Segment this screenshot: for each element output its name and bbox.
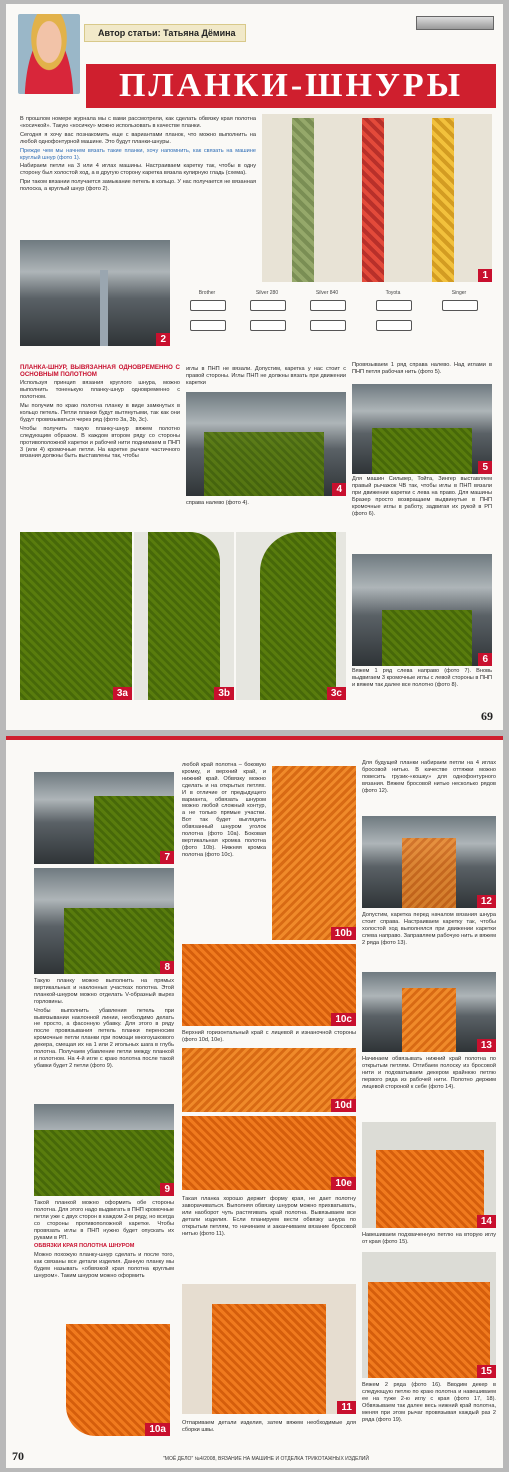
p70-col2b: Верхний горизонтальный край с лицевой и изнаночной стороны (фото 10d, 10e). — [182, 1030, 356, 1043]
diagram-toyota: Toyota — [368, 290, 418, 338]
intro-p5: При таком вязании получается замыкание петель в кольцо. У нас получается не вязанная полоска, а круглый шнур (фото 2). — [20, 179, 256, 193]
photo-label: 13 — [477, 1039, 496, 1052]
photo-7 — [34, 772, 174, 864]
author-photo — [18, 14, 80, 94]
p70-col3e: Вяжем 2 ряда (фото 16). Вводим декер в следующую петлю по краю полотна и навешиваем ее на туже 2-ю иглу с края (фото 17, 18). Обвязываем так далее весь нижний край полотна, меняя при этом рычаг провязывая каждый раз 2 ряда (фото 19). — [362, 1382, 496, 1423]
p70-col3c: Начинаем обвязывать нижний край полотна по открытым петлям. Отгибаем полоску из бросовой нити и подхватываем декером крайнюю петлю первого ряда из рабочей нити. Полотно держим лицевой стороной к себе (фото 14). — [362, 1056, 496, 1090]
p70-col1b-p1: Такой планкой можно оформить обе стороны полотна. Для этого надо выдвигать в ПНП кромочные петли уже с двух сторон в каждом 2-м ряду, но всегда со стороны противоположной каретке. Чтобы провязать иглы в ПНП нужно будет опускать их руками в РП. — [34, 1200, 175, 1241]
photo-8 — [34, 868, 174, 974]
photo-label: 10a — [145, 1423, 170, 1436]
photo-1-cords — [262, 114, 492, 282]
magazine-page-70 — [6, 736, 503, 1468]
col3-mid: Для машин Сильвер, Тойта, Зингер выставляем правый рычажок ЧВ так, чтобы иглы в ПНП вязали при движении каретки с лева на право. Для машины Бразер просто возвращаем выдвинутые в ПНП кромочные иглы в работу, задвигая их рукой в РП (фото 6). — [352, 476, 492, 517]
photo-11 — [182, 1284, 356, 1414]
section2-title: ОБВЯЗКИ КРАЯ ПОЛОТНА ШНУРОМ — [34, 1243, 135, 1250]
diagram-singer: Singer — [434, 290, 484, 338]
p70-col1c: Можно похожую планку-шнур сделать и после того, как связаны все детали изделия. Данную планку мы будем называть «обвязкой края полотна круглым шнуром». Таким шнуром можно оформить — [34, 1252, 174, 1280]
photo-10a — [66, 1324, 170, 1436]
p70-col1b — [34, 1200, 174, 1282]
photo-label: 3a — [113, 687, 132, 700]
diagram-brother: Brother — [182, 290, 232, 338]
photo-5 — [352, 384, 492, 474]
col1-p3: Чтобы получить такую планку-шнур вяжем полотно следующим образом. В каждом втором ряду со стороны противоположной каретки и рабочей нити поднимаем в ПНП 3 (или 4) кромочные петли. На каретке рычаги частичного вязания должны быть выставлены так, чтобы — [20, 425, 180, 460]
photo-10b — [272, 766, 356, 940]
photo-label: 14 — [477, 1215, 496, 1228]
article-title: ПЛАНКИ-ШНУРЫ — [86, 64, 496, 108]
magazine-page-69 — [6, 4, 503, 730]
p70-col1a-p2: Чтобы выполнить убавления петель при вывязывании наклонной линии, необходимо делать не просто, а фасонную убавку. Для этого в ряду после провязывания петель планки переносим кромочные петли планки при помощи многоушкового декера, смещая их на 1 или 2 игольных шага в глубь полотна. Получаем убавление петли между планкой и полотном. На 4-й игле с краю полотна после такой убавки будет 2 петли (фото 9). — [34, 1007, 174, 1069]
photo-14 — [362, 1122, 496, 1228]
photo-15 — [362, 1252, 496, 1378]
photo-9 — [34, 1104, 174, 1196]
photo-10e — [182, 1116, 356, 1190]
photo-label: 10b — [331, 927, 356, 940]
photo-label: 4 — [332, 483, 346, 496]
photo-label: 10d — [331, 1099, 356, 1112]
photo-label: 2 — [156, 333, 170, 346]
col2-bottom: справа налево (фото 4). — [186, 500, 249, 506]
photo-6 — [352, 554, 492, 666]
p70-col2a: любой край полотна – боковую кромку, и верхний край, и нижний край. Обвязку можно сделать и на открытых петлях. И в отличие от предыдущего варианта, обвязать шнуром можно любой сложный контур, а не только прямые участки. Вот так будет выглядеть обвязанный шнуром уголок полотна (фото 10а). Боковая вертикальная кромка полотна (фото 10b). Нижняя кромка полотна (фото 10с). — [182, 762, 266, 858]
photo-label: 10c — [331, 1013, 356, 1026]
photo-label: 10e — [331, 1177, 356, 1190]
col3-bottom: Вяжем 1 ряд слева направо (фото 7). Вновь выдвигаем 3 кромочные иглы с левой стороны в ПНП и вяжем так далее все полотно (фото 8). — [352, 668, 492, 688]
carriage-diagrams — [182, 290, 492, 348]
photo-label: 3c — [327, 687, 346, 700]
photo-13 — [362, 972, 496, 1052]
photo-3b — [134, 532, 234, 700]
section-col1 — [20, 364, 180, 462]
photo-label: 5 — [478, 461, 492, 474]
p70-col2d: Отпариваем детали изделия, затем вяжем необходимые для сборки швы. — [182, 1420, 356, 1433]
photo-3a — [20, 532, 132, 700]
machine-icon — [416, 16, 494, 30]
diagram-silver280: Silver 280 — [242, 290, 292, 338]
photo-label: 9 — [160, 1183, 174, 1196]
author-label: Автор статьи: Татьяна Дёмина — [98, 28, 236, 38]
photo-3c — [236, 532, 346, 700]
photo-10c — [182, 944, 356, 1026]
section-title: ПЛАНКА-ШНУР, ВЫВЯЗАННАЯ ОДНОВРЕМЕННО С ОСНОВНЫМ ПОЛОТНОМ — [20, 364, 180, 379]
intro-p1: В прошлом номере журнала мы с вами рассмотрели, как сделать обвязку края полотна «косичкой». Такую «косичку» можно использовать в качестве планки. — [20, 116, 256, 129]
photo-10d — [182, 1048, 356, 1112]
diagram-silver840: Silver 840 — [302, 290, 352, 338]
page-number: 70 — [12, 1449, 24, 1463]
photo-2-machine — [20, 240, 170, 346]
p70-col1a-p1: Такую планку можно выполнить на прямых вертикальных и наклонных участках полотна. Этой планкой-шнуром можно отделать V-образный вырез горловины. — [34, 978, 174, 1005]
p70-col3a: Для будущей планки набираем петли на 4 иглах бросовой нитью. В качестве оттяжки можно повесить грузик-«кошку» для однофонтурного вязания. Вяжем бросовой нитью несколько рядов (фото 12). — [362, 760, 496, 794]
photo-label: 1 — [478, 269, 492, 282]
intro-p4: Набираем петли на 3 или 4 иглах машины. Настраиваем каретку так, чтобы в одну сторону был холостой ход, а в другую сторону каретка вязала кулирную гладь (схема). — [20, 163, 256, 177]
photo-label: 8 — [160, 961, 174, 974]
col3-top: Провязываем 1 ряд справа налево. Над иглами в ПНП петля рабочая нить (фото 5). — [352, 362, 492, 375]
p70-col3d: Навешиваем подхваченную петлю на вторую иглу от края (фото 15). — [362, 1232, 496, 1245]
photo-4 — [186, 392, 346, 496]
photo-12 — [362, 816, 496, 908]
p70-col3b: Допустим, каретка перед началом вязания шнура стоит справа. Настраиваем каретку так, чтобы холостой ход выполнялся при движении каретки слева направо. Заправляем рабочую нить и вяжем 2 ряда (фото 13). — [362, 912, 496, 946]
magazine-footer: "МОЁ ДЕЛО" №4/2008, ВЯЗАНИЕ НА МАШИНЕ И ОТДЕЛКА ТРИКОТАЖНЫХ ИЗДЕЛИЙ — [163, 1456, 369, 1462]
p70-col1a — [34, 978, 174, 1072]
intro-p3: Прежде чем мы начнем вязать такие планки, хочу напомнить, как связать на машине круглый шнур (фото 1). — [20, 147, 256, 161]
photo-label: 15 — [477, 1365, 496, 1378]
photo-label: 3b — [214, 687, 234, 700]
top-rule — [6, 736, 503, 740]
photo-label: 7 — [160, 851, 174, 864]
col1-p2: Мы получим по краю полотна планку в виде замкнутых в кольцо петель. Петли планки будут вытянутыми, так как они будут провязываться через ряд (фото 3а, 3b, 3с). — [20, 403, 180, 423]
photo-label: 6 — [478, 653, 492, 666]
photo-label: 11 — [337, 1401, 356, 1414]
page-number: 69 — [481, 709, 493, 723]
p70-col2c: Такая планка хорошо держит форму края, не дает полотну заворачиваться. Выполняя обвязку шнуром можно прихватывать, или наоборот чуть растягивать край полотна. Вывязываем все детали изделия. Если планируем вести обвязку шнура по открытым петлям, то начинаем и заканчиваем вязание бросовой нитью (фото 11). — [182, 1196, 356, 1237]
col2-top: иглы в ПНП не вязали. Допустим, каретка у нас стоит с правой стороны. Иглы ПНП не должны вязать при движении каретки — [186, 366, 346, 386]
intro-text — [20, 116, 256, 195]
intro-p2: Сегодня я хочу вас познакомить еще с вариантами планок, что можно выполнить на любой однофонтурной машине. Это будут планки-шнуры. — [20, 131, 256, 145]
photo-label: 12 — [477, 895, 496, 908]
col1-p1: Используя принцип вязания круглого шнура, можно выполнить тоненькую планку-шнур одновременно с полотном. — [20, 380, 180, 401]
